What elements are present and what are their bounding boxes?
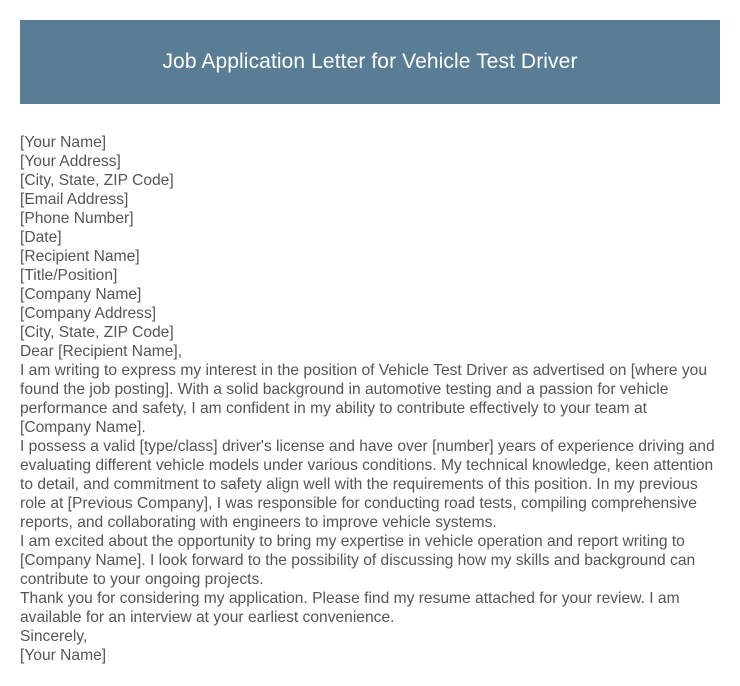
sender-name: [Your Name] <box>20 134 107 151</box>
closing: Sincerely, <box>20 628 88 645</box>
recipient-title: [Title/Position] <box>20 267 118 284</box>
body-paragraph-thanks: Thank you for considering my application. Please find my resume attached for your review. I am available for an interview at your earliest convenience. <box>20 590 680 626</box>
signature: [Your Name] <box>20 647 107 664</box>
page-title: Job Application Letter for Vehicle Test Driver <box>162 50 578 73</box>
recipient-company: [Company Name] <box>20 286 142 303</box>
sender-email: [Email Address] <box>20 191 129 208</box>
letter-body <box>20 133 720 665</box>
recipient-address: [Company Address] <box>20 305 157 322</box>
recipient-name: [Recipient Name] <box>20 248 140 265</box>
letter-date: [Date] <box>20 229 62 246</box>
body-paragraph-interest: I am excited about the opportunity to bring my expertise in vehicle operation and report writing to [Company Name]. I look forward to the possibility of discussing how my skills and background can contribute to your ongoing projects. <box>20 533 696 588</box>
sender-address: [Your Address] <box>20 153 121 170</box>
body-paragraph-experience: I possess a valid [type/class] driver's license and have over [number] years of experience driving and evaluating different vehicle models under various conditions. My technical knowledge, keen attention to detail, and commitment to safety align well with the requirements of this position. In my previous role at [Previous Company], I was responsible for conducting road tests, compiling comprehensive reports, and collaborating with engineers to improve vehicle systems. <box>20 438 715 531</box>
sender-phone: [Phone Number] <box>20 210 134 227</box>
salutation: Dear [Recipient Name], <box>20 343 183 360</box>
title-banner <box>20 20 720 104</box>
body-paragraph-intro: I am writing to express my interest in the position of Vehicle Test Driver as advertised on [where you found the job posting]. With a solid background in automotive testing and a passion for vehicle performance and safety, I am confident in my ability to contribute effectively to your team at [Company Name]. <box>20 362 708 436</box>
sender-city-state-zip: [City, State, ZIP Code] <box>20 172 174 189</box>
recipient-city-state-zip: [City, State, ZIP Code] <box>20 324 174 341</box>
